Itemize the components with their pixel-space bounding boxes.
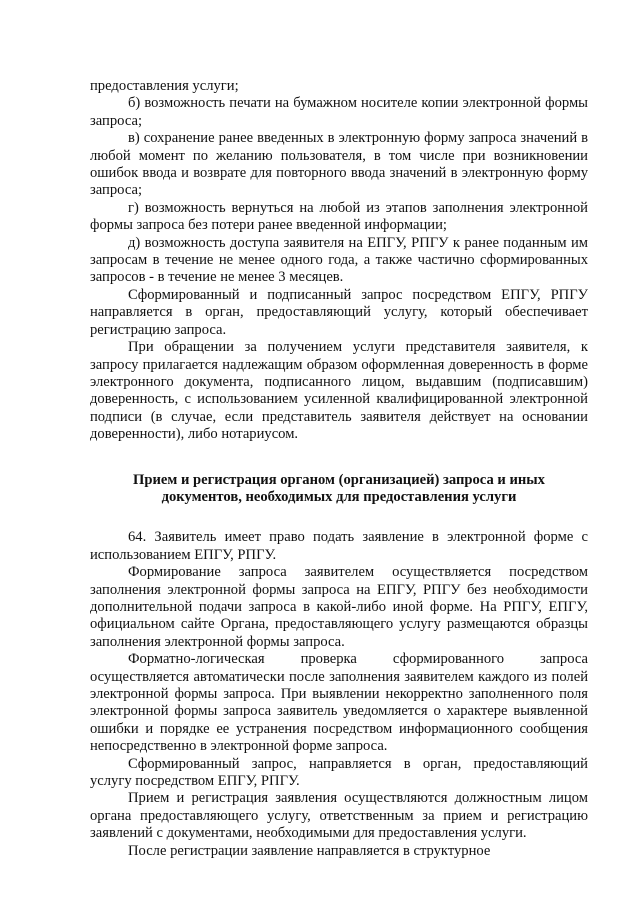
- paragraph: При обращении за получением услуги представителя заявителя, к запросу прилагается надлежащим образом оформленная доверенность в форме электронного документа, подписанного лицом, выдавшим (подписавшим) доверенность, с использованием усиленной квалифицированной электронной подписи (в случае, если представитель заявителя действует на основании доверенности), либо нотариусом.: [90, 339, 588, 443]
- section-heading-line: документов, необходимых для предоставления услуги: [161, 488, 517, 505]
- paragraph: г) возможность вернуться на любой из этапов заполнения электронной формы запроса без потери ранее введенной информации;: [90, 199, 588, 234]
- paragraph: После регистрации заявление направляется в структурное: [128, 842, 491, 859]
- paragraph: Сформированный запрос, направляется в орган, предоставляющий услугу посредством ЕПГУ, РПГУ.: [90, 755, 588, 790]
- section-heading: [90, 472, 588, 507]
- document-body: [90, 78, 588, 860]
- paragraph: д) возможность доступа заявителя на ЕПГУ, РПГУ к ранее поданным им запросам в течение не менее одного года, а также частично сформированных запросов - в течение не менее 3 месяцев.: [90, 234, 588, 286]
- paragraph: Форматно-логическая проверка сформированного запроса осуществляется автоматически после заполнения заявителем каждого из полей электронной формы запроса. При выявлении некорректно заполненного поля электронной формы запроса заявитель уведомляется о характере выявленной ошибки и порядке ее устранения посредством информационного сообщения непосредственно в электронной форме запроса.: [90, 651, 588, 755]
- paragraph: предоставления услуги;: [90, 78, 239, 94]
- paragraph: Формирование запроса заявителем осуществляется посредством заполнения электронной формы запроса на ЕПГУ, РПГУ без необходимости дополнительной подачи запроса в какой-либо иной форме. На РПГУ, ЕПГУ, официальном сайте Органа, предоставляющего услугу размещаются образцы заполнения электронной формы запроса.: [90, 564, 588, 650]
- paragraph: в) сохранение ранее введенных в электронную форму запроса значений в любой момент по желанию пользователя, в том числе при возникновении ошибок ввода и возврате для повторного ввода значений в электронную форму запроса;: [90, 130, 588, 199]
- section-heading-line: Прием и регистрация органом (организацией) запроса и иных: [133, 471, 545, 488]
- paragraph: 64. Заявитель имеет право подать заявление в электронной форме с использованием ЕПГУ, РПГУ.: [90, 529, 588, 563]
- paragraph: Прием и регистрация заявления осуществляются должностным лицом органа предоставляющего услугу, ответственным за прием и регистрацию заявлений с документами, необходимыми для предоставления услуги.: [90, 790, 588, 842]
- paragraph: б) возможность печати на бумажном носителе копии электронной формы запроса;: [90, 95, 588, 129]
- paragraph: Сформированный и подписанный запрос посредством ЕПГУ, РПГУ направляется в орган, предоставляющий услугу, который обеспечивает регистрацию запроса.: [90, 286, 588, 338]
